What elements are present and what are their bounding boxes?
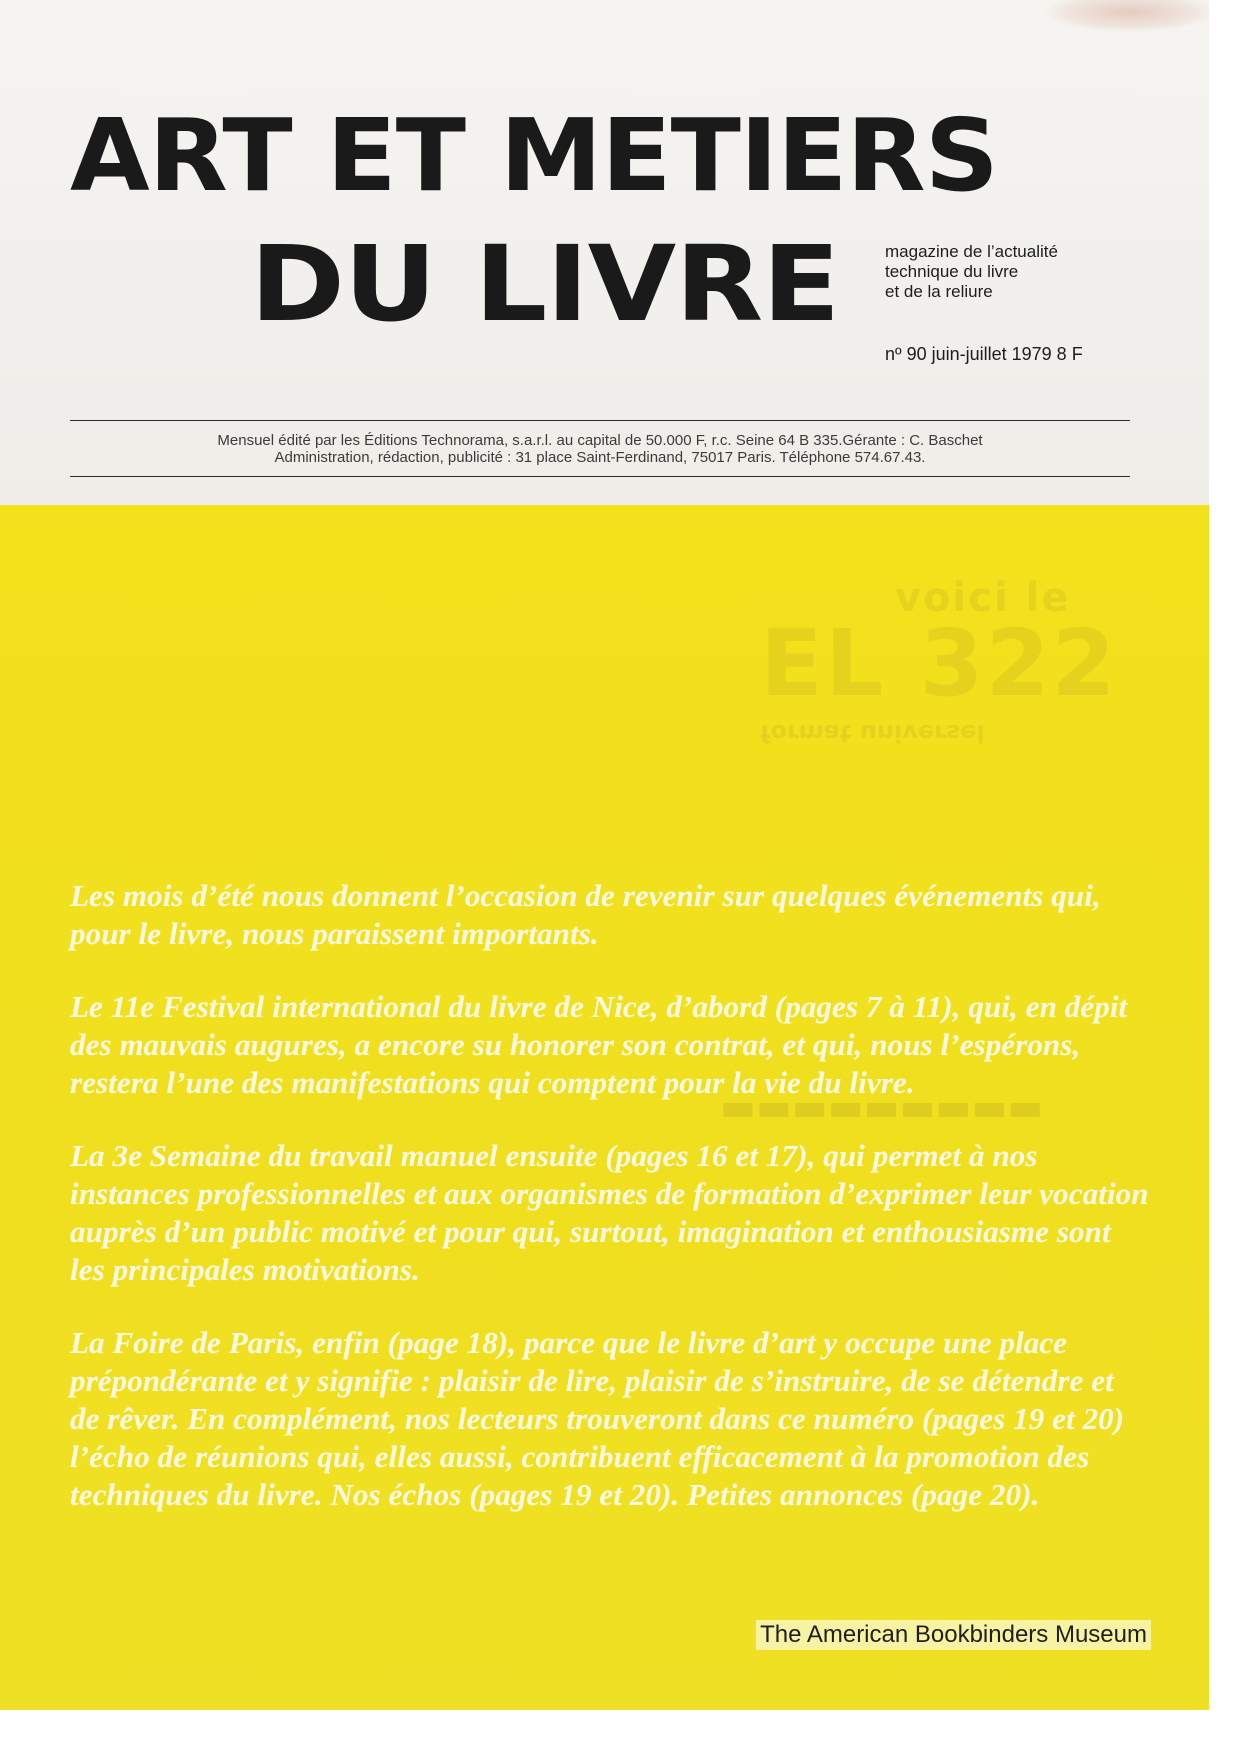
masthead-area <box>0 0 1209 505</box>
scan-margin-right <box>1209 0 1240 1753</box>
show-through-mark-4: ▬▬▬▬▬▬▬▬▬ <box>720 1085 1044 1129</box>
editorial-paragraph-1: Les mois d’été nous donnent l’occasion de revenir sur quelques événements qui, pour le livre, nous paraissent importants. <box>70 878 1101 951</box>
show-through-mark-1: voici le <box>895 575 1071 621</box>
tagline-line-2: technique du livre <box>885 262 1019 281</box>
show-through-mark-2: EL 322 <box>760 610 1118 717</box>
editorial-text <box>70 877 1150 1514</box>
museum-watermark: The American Bookbinders Museum <box>756 1620 1151 1650</box>
show-through-mark-3: format universel <box>760 719 985 747</box>
editorial-paragraph-2: Le 11e Festival international du livre de Nice, d’abord (pages 7 à 11), qui, en dépit des mauvais augures, a encore su honorer son contrat, et qui, nous l’espérons, restera l’une des manifestations qui comptent pour la vie du livre. <box>70 989 1128 1100</box>
title-line-1: ART ET METIERS <box>70 97 998 214</box>
top-rule <box>70 420 1130 421</box>
scan-margin-bottom <box>0 1710 1240 1753</box>
tagline-line-1: magazine de l’actualité <box>885 242 1058 261</box>
editorial-paragraph-4: La Foire de Paris, enfin (page 18), parce que le livre d’art y occupe une place prépondérante et y signifie : plaisir de lire, plaisir de s’instruire, de se détendre et de rêver. En complément, nos lecteurs trouveront dans ce numéro (pages 19 et 20) l’écho de réunions qui, elles aussi, contribuent efficacement à la promotion des techniques du livre. Nos échos (pages 19 et 20). Petites annonces (page 20). <box>70 1325 1125 1512</box>
issue-info: nº 90 juin-juillet 1979 8 F <box>885 344 1083 364</box>
title-line-2: DU LIVRE <box>250 223 840 345</box>
imprint-line-1: Mensuel édité par les Éditions Technorama, s.a.r.l. au capital de 50.000 F, r.c. Seine 64 B 335.Gérante : C. Baschet <box>217 432 983 449</box>
tagline <box>885 242 1185 302</box>
bottom-rule <box>70 476 1130 477</box>
editorial-paragraph-3: La 3e Semaine du travail manuel ensuite (pages 16 et 17), qui permet à nos instances professionnelles et aux organismes de formation d’exprimer leur vocation auprès d’un public motivé et pour qui, surtout, imagination et enthousiasme sont les principales motivations. <box>70 1138 1149 1287</box>
imprint-line-2: Administration, rédaction, publicité : 31 place Saint-Ferdinand, 75017 Paris. Téléphone 574.67.43. <box>274 449 926 466</box>
paper-stain <box>1045 0 1209 32</box>
tagline-line-3: et de la reliure <box>885 282 993 301</box>
